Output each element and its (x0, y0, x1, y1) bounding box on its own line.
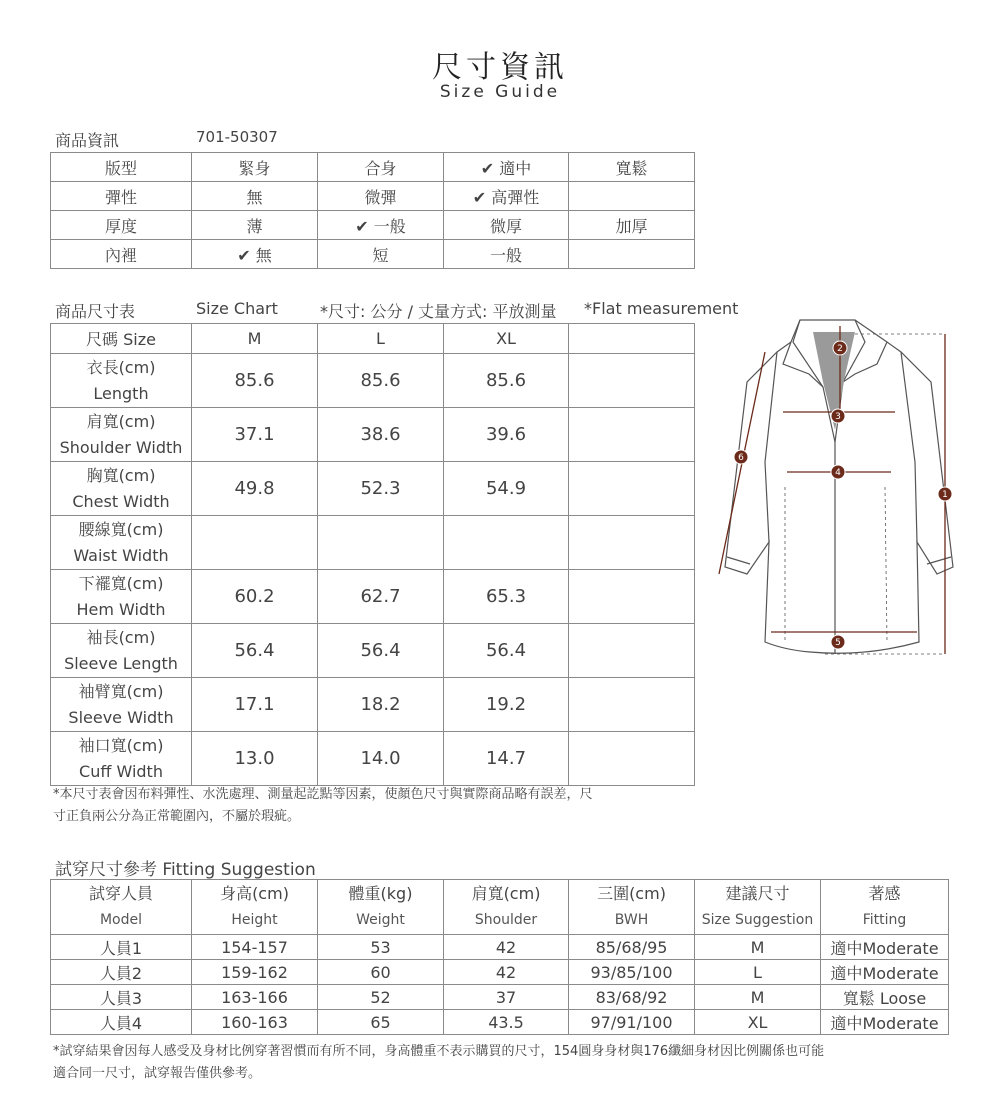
product-info-row (51, 153, 695, 182)
measure-label: 肩寬(cm) Shoulder Width (51, 408, 192, 462)
product-info-table (50, 152, 695, 269)
size-value: 60.2 (192, 570, 318, 624)
fitting-row (51, 1010, 949, 1035)
fitting-cell: 人員2 (51, 960, 192, 985)
size-value: 62.7 (318, 570, 444, 624)
option-cell (569, 182, 695, 211)
fitting-cell: 160-163 (192, 1010, 318, 1035)
size-value: 17.1 (192, 678, 318, 732)
option-cell: ✔ 一般 (318, 211, 444, 240)
fitting-cell: M (695, 985, 821, 1010)
measure-label: 袖長(cm) Sleeve Length (51, 624, 192, 678)
size-disclaimer: *本尺寸表會因布料彈性、水洗處理、測量起訖點等因素，使顏色尺寸與實際商品略有誤差，尺 寸正負兩公分為正常範圍內，不屬於瑕疵。 (53, 787, 593, 824)
size-value (318, 516, 444, 570)
size-value: 13.0 (192, 732, 318, 786)
size-row (51, 678, 695, 732)
size-value: 19.2 (444, 678, 569, 732)
size-row (51, 624, 695, 678)
fitting-row (51, 935, 949, 960)
option-cell: 寬鬆 (569, 153, 695, 182)
fitting-label: 試穿尺寸參考 Fitting Suggestion (55, 860, 316, 880)
size-value: 14.0 (318, 732, 444, 786)
size-header-cell: 尺碼 Size (51, 324, 192, 354)
size-header-cell: XL (444, 324, 569, 354)
fitting-cell: 適中Moderate (821, 1010, 949, 1035)
option-cell: ✔ 高彈性 (444, 182, 569, 211)
marker-6: 6 (738, 453, 744, 463)
option-cell: 緊身 (192, 153, 318, 182)
fitting-cell: 53 (318, 935, 444, 960)
marker-1: 1 (942, 490, 948, 500)
size-row (51, 408, 695, 462)
size-value (569, 516, 695, 570)
page-title: 尺寸資訊 (432, 50, 568, 85)
fitting-cell: 163-166 (192, 985, 318, 1010)
size-row (51, 354, 695, 408)
fitting-header-cell: 體重(kg) Weight (318, 880, 444, 935)
size-chart-label: 商品尺寸表 (55, 302, 136, 321)
coat-measurement-diagram (705, 312, 970, 664)
fitting-cell: L (695, 960, 821, 985)
option-cell: ✔ 無 (192, 240, 318, 269)
size-value: 14.7 (444, 732, 569, 786)
fitting-cell: 43.5 (444, 1010, 569, 1035)
marker-3: 3 (835, 412, 841, 422)
measure-label: 袖臂寬(cm) Sleeve Width (51, 678, 192, 732)
fitting-cell: 寬鬆 Loose (821, 985, 949, 1010)
fitting-cell: 154-157 (192, 935, 318, 960)
product-code: 701-50307 (196, 128, 278, 146)
fitting-cell: XL (695, 1010, 821, 1035)
fitting-row (51, 985, 949, 1010)
size-value (569, 624, 695, 678)
page-subtitle: Size Guide (439, 82, 561, 102)
fitting-cell: 83/68/92 (569, 985, 695, 1010)
fitting-header-cell: 著感 Fitting (821, 880, 949, 935)
product-info-label: 商品資訊 (55, 131, 120, 150)
size-value (569, 408, 695, 462)
fitting-table (50, 879, 949, 1035)
size-value (569, 462, 695, 516)
row-label: 內裡 (51, 240, 192, 269)
size-value (569, 354, 695, 408)
fitting-cell: 42 (444, 960, 569, 985)
marker-4: 4 (835, 468, 841, 478)
size-value: 52.3 (318, 462, 444, 516)
fitting-cell: 人員1 (51, 935, 192, 960)
option-cell: 短 (318, 240, 444, 269)
size-value: 85.6 (444, 354, 569, 408)
row-label: 彈性 (51, 182, 192, 211)
size-header-cell: L (318, 324, 444, 354)
marker-5: 5 (835, 638, 841, 648)
size-header-cell (569, 324, 695, 354)
marker-2: 2 (837, 344, 843, 354)
size-value: 39.6 (444, 408, 569, 462)
fitting-cell: 159-162 (192, 960, 318, 985)
option-cell: 加厚 (569, 211, 695, 240)
flat-measurement-note: *Flat measurement (584, 299, 739, 318)
row-label: 版型 (51, 153, 192, 182)
product-info-row (51, 240, 695, 269)
fitting-header-cell: 三圍(cm) BWH (569, 880, 695, 935)
size-value: 18.2 (318, 678, 444, 732)
measure-label: 下襬寬(cm) Hem Width (51, 570, 192, 624)
measure-label: 胸寬(cm) Chest Width (51, 462, 192, 516)
product-info-row (51, 182, 695, 211)
option-cell: 無 (192, 182, 318, 211)
fitting-cell: 52 (318, 985, 444, 1010)
size-value (569, 732, 695, 786)
fitting-cell: 85/68/95 (569, 935, 695, 960)
fitting-cell: 人員3 (51, 985, 192, 1010)
size-header-cell: M (192, 324, 318, 354)
fitting-cell: 93/85/100 (569, 960, 695, 985)
size-value: 37.1 (192, 408, 318, 462)
fitting-disclaimer: *試穿結果會因每人感受及身材比例穿著習慣而有所不同，身高體重不表示購買的尺寸，154圓身身材與176纖細身材因比例關係也可能 適合同一尺寸，試穿報告僅供參考。 (53, 1044, 825, 1081)
fitting-header-cell: 建議尺寸 Size Suggestion (695, 880, 821, 935)
fitting-cell: 60 (318, 960, 444, 985)
option-cell: ✔ 適中 (444, 153, 569, 182)
size-value: 65.3 (444, 570, 569, 624)
fitting-cell: 65 (318, 1010, 444, 1035)
size-value: 56.4 (318, 624, 444, 678)
fitting-cell: 適中Moderate (821, 960, 949, 985)
option-cell: 薄 (192, 211, 318, 240)
product-info-row (51, 211, 695, 240)
size-value: 56.4 (444, 624, 569, 678)
row-label: 厚度 (51, 211, 192, 240)
size-row (51, 516, 695, 570)
fitting-header-row (51, 880, 949, 935)
measure-label: 腰線寬(cm) Waist Width (51, 516, 192, 570)
fitting-cell: 適中Moderate (821, 935, 949, 960)
fitting-header-cell: 試穿人員 Model (51, 880, 192, 935)
size-value (192, 516, 318, 570)
size-value: 56.4 (192, 624, 318, 678)
measure-label: 袖口寬(cm) Cuff Width (51, 732, 192, 786)
size-value (569, 678, 695, 732)
size-header-row (51, 324, 695, 354)
fitting-cell: 97/91/100 (569, 1010, 695, 1035)
size-value: 49.8 (192, 462, 318, 516)
option-cell: 微厚 (444, 211, 569, 240)
fitting-cell: 37 (444, 985, 569, 1010)
measure-label: 衣長(cm) Length (51, 354, 192, 408)
fitting-header-cell: 身高(cm) Height (192, 880, 318, 935)
size-chart-table (50, 323, 695, 786)
fitting-header-cell: 肩寬(cm) Shoulder (444, 880, 569, 935)
unit-note: *尺寸: 公分 / 丈量方式: 平放測量 (320, 302, 557, 321)
size-value (569, 570, 695, 624)
size-row (51, 462, 695, 516)
option-cell: 合身 (318, 153, 444, 182)
option-cell (569, 240, 695, 269)
fitting-cell: M (695, 935, 821, 960)
size-value: 54.9 (444, 462, 569, 516)
fitting-row (51, 960, 949, 985)
size-value: 85.6 (318, 354, 444, 408)
size-row (51, 732, 695, 786)
fitting-cell: 人員4 (51, 1010, 192, 1035)
size-value (444, 516, 569, 570)
size-value: 85.6 (192, 354, 318, 408)
size-row (51, 570, 695, 624)
size-value: 38.6 (318, 408, 444, 462)
fitting-cell: 42 (444, 935, 569, 960)
size-chart-label-en: Size Chart (196, 299, 278, 318)
option-cell: 微彈 (318, 182, 444, 211)
option-cell: 一般 (444, 240, 569, 269)
